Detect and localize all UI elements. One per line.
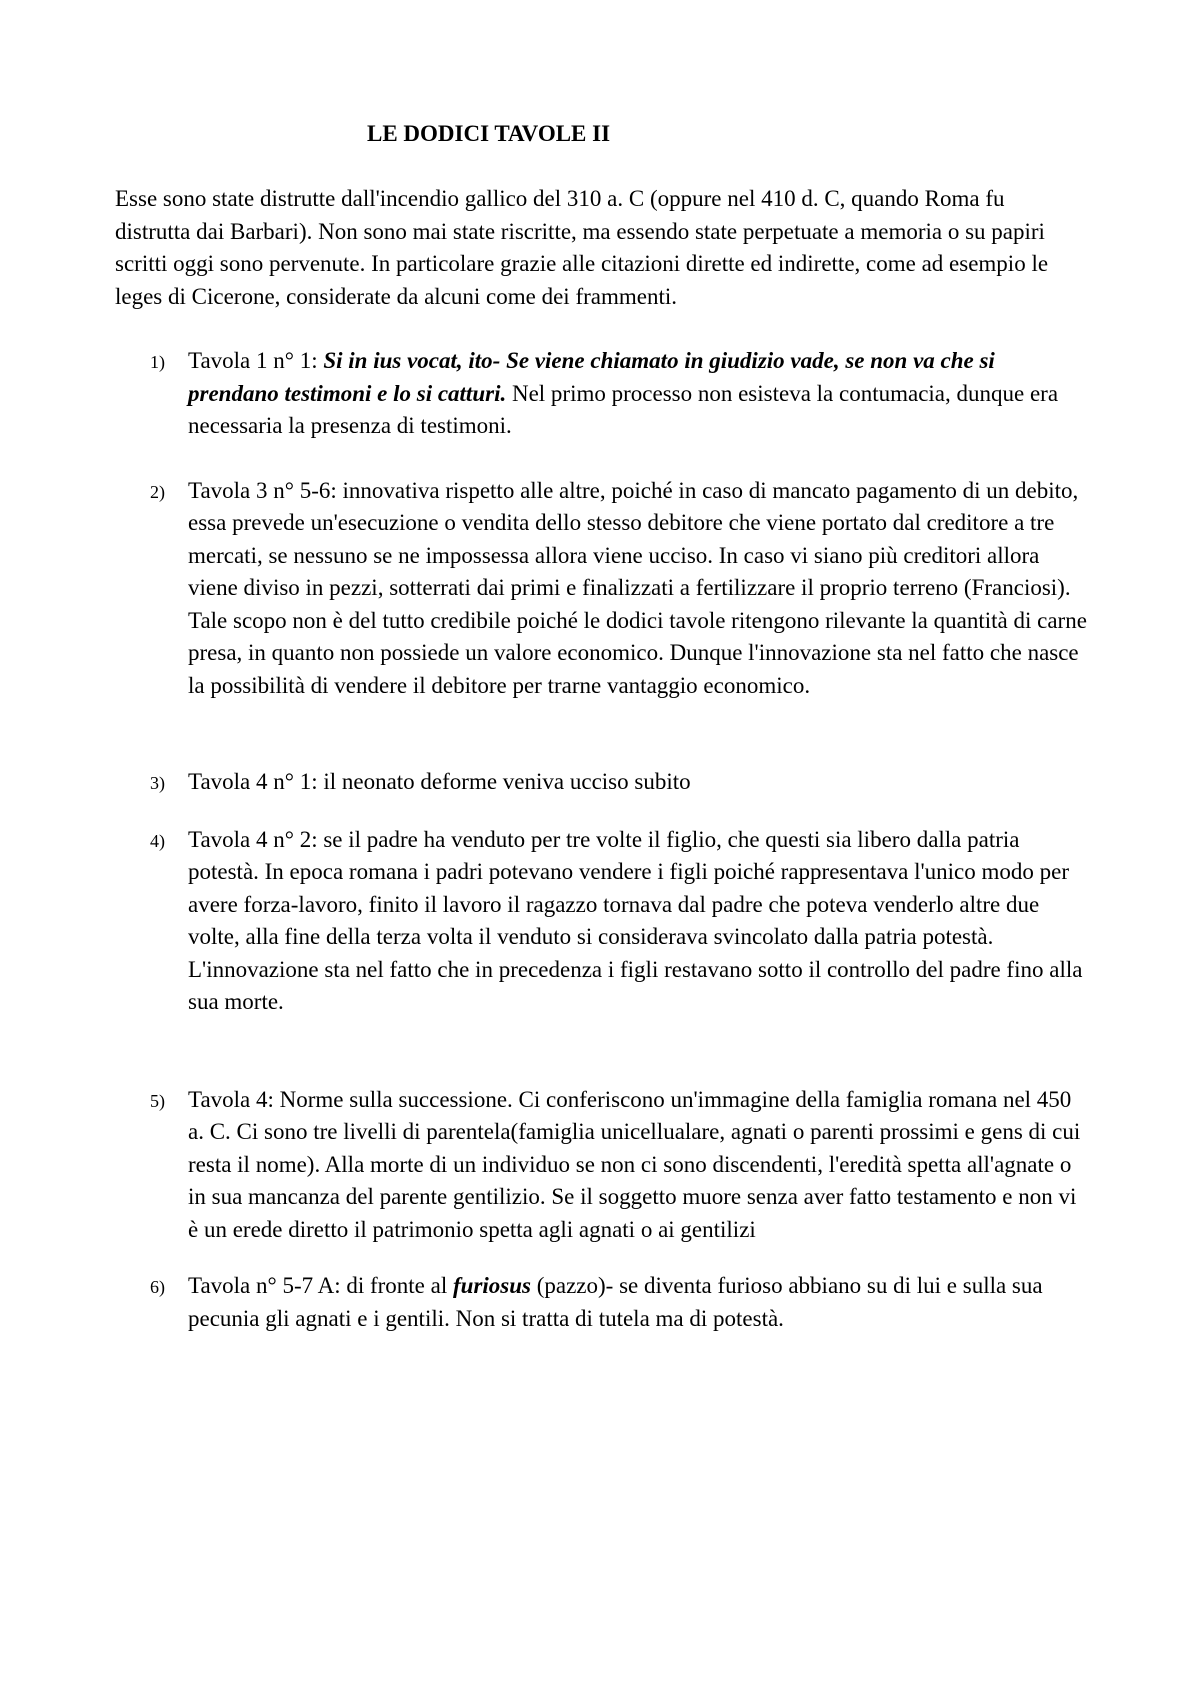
document-page [115, 118, 1095, 1335]
list-number: 4) [150, 830, 165, 851]
intro-paragraph: Esse sono state distrutte dall'incendio gallico del 310 a. C (oppure nel 410 d. C, quando Roma fu distrutta dai Barbari). Non sono mai state riscritte, ma essendo state perpetuate a memoria o su papiri scritti oggi sono pervenute. In particolare grazie alle citazioni dirette ed indirette, come ad esempio le leges di Cicerone, considerate da alcuni come dei frammenti. [115, 186, 1049, 309]
list-number: 5) [150, 1090, 165, 1111]
list-item-4 [115, 824, 1088, 1019]
item-rest: Nel primo processo non esisteva la contumacia, dunque era necessaria la presenza di testimoni. [188, 380, 1059, 438]
list-item-6 [115, 1270, 1088, 1335]
item-lead: Tavola 1 n° 1: [188, 348, 324, 373]
item-lead: Tavola n° 5-7 A: di fronte al [188, 1273, 453, 1298]
item-emphasis: Si in ius vocat, ito- Se viene chiamato in giudizio vade, se non va che si prendano testimoni e lo si catturi. [188, 348, 995, 406]
item-text: Tavola 3 n° 5-6: innovativa rispetto alle altre, poiché in caso di mancato pagamento di un debito, essa prevede un'esecuzione o vendita dello stesso debitore che viene portato dal creditore a tre mercati, se nessuno se ne impossessa allora viene ucciso. In caso vi siano più creditori allora viene diviso in pezzi, sotterrati dai primi e finalizzati a fertilizzare il proprio terreno (Franciosi). Tale scopo non è del tutto credibile poiché le dodici tavole ritengono rilevante la quantità di carne presa, in quanto non possiede un valore economico. Dunque l'innovazione sta nel fatto che nasce la possibilità di vendere il debitore per trarne vantaggio economico. [188, 477, 1087, 698]
list-item-5 [115, 1084, 1088, 1247]
tavole-list [115, 345, 1095, 1335]
list-item-2 [115, 475, 1088, 703]
document-title: LE DODICI TAVOLE II [367, 121, 611, 146]
item-rest: (pazzo)- se diventa furioso abbiano su di lui e sulla sua pecunia gli agnati e i gentili. Non si tratta di tutela ma di potestà. [188, 1273, 1043, 1331]
list-number: 6) [150, 1277, 165, 1297]
list-item-3 [115, 766, 1088, 799]
item-text: Tavola 4: Norme sulla successione. Ci conferiscono un'immagine della famiglia romana nel 450 a. C. Ci sono tre livelli di parentela(famiglia unicellualare, agnati o parenti prossimi e gens di cui resta il nome). Alla morte di un individuo se non ci sono discendenti, l'eredità spetta all'agnate o in sua mancanza del parente gentilizio. Se il soggetto muore senza aver fatto testamento e non vi è un erede diretto il patrimonio spetta agli agnati o ai gentilizi [188, 1086, 1081, 1242]
item-text: Tavola 4 n° 2: se il padre ha venduto per tre volte il figlio, che questi sia libero dalla patria potestà. In epoca romana i padri potevano vendere i figli poiché rappresentava l'unico modo per avere forza-lavoro, finito il lavoro il ragazzo tornava dal padre che poteva venderlo altre due volte, alla fine della terza volta il venduto si considerava svincolato dalla patria potestà. L'innovazione sta nel fatto che in precedenza i figli restavano sotto il controllo del padre fino alla sua morte. [188, 826, 1083, 1014]
list-item-1 [115, 345, 1088, 443]
item-emphasis: furiosus [453, 1273, 531, 1298]
item-text: Tavola 4 n° 1: il neonato deforme veniva ucciso subito [188, 769, 691, 794]
list-number: 1) [150, 352, 165, 372]
list-number: 2) [150, 481, 165, 502]
list-number: 3) [150, 773, 165, 793]
